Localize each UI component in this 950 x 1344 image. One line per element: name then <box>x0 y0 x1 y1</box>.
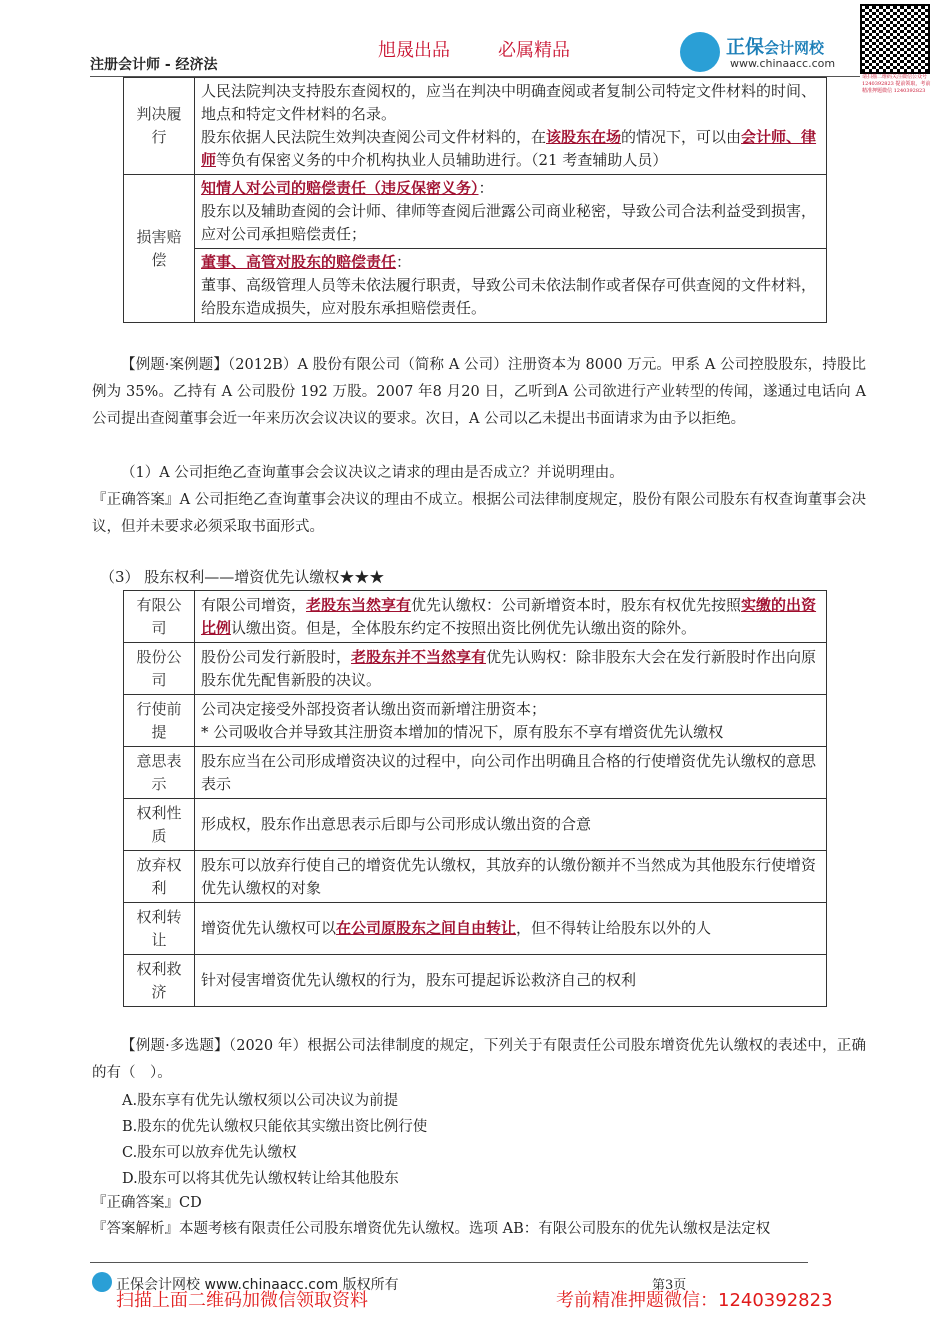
table-key: 放弃权利 <box>124 851 195 903</box>
table-key: 行使前提 <box>124 695 195 747</box>
brand-logo <box>680 26 850 74</box>
header-slogan-1: 旭晟出品 <box>378 40 450 61</box>
example-case-text: 【例题·案例题】（2012B）A 股份有限公司（简称 A 公司）注册资本为 8000 万元。甲系 A 公司控股股东，持股比例为 35%。乙持有 A 公司股份 192 万股。2007 年8 月20 日，乙听到A 公司欲进行产业转型的传闻，遂通过电话向 A 公司提出查阅董事会近一年来历次会议决议的要求。次日，A 公司以乙未提出书面请求为由予以拒绝。 <box>92 357 866 427</box>
footer-promo-right: 考前精准押题微信：1240392823 <box>556 1290 833 1311</box>
table-key: 损害赔偿 <box>124 175 195 323</box>
option-b: B.股东的优先认缴权只能依其实缴出资比例行使 <box>122 1119 428 1135</box>
table-cell: 增资优先认缴权可以在公司原股东之间自由转让，但不得转让给股东以外的人 <box>195 903 827 955</box>
table-row <box>124 799 827 851</box>
table-key: 有限公司 <box>124 591 195 643</box>
logo-url: www.chinaacc.com <box>730 57 836 70</box>
header-title: 注册会计师 - 经济法 <box>90 57 218 73</box>
header-slogan-2: 必属精品 <box>498 40 570 61</box>
footer-copyright: 正保会计网校 www.chinaacc.com 版权所有 <box>116 1277 399 1293</box>
footer-logo-icon <box>92 1272 112 1292</box>
table-key: 意思表示 <box>124 747 195 799</box>
table-preemptive-rights <box>123 590 827 1007</box>
table-cell: 股份公司发行新股时，老股东并不当然享有优先认购权：除非股东大会在发行新股时作出向原股东优先配售新股的决议。 <box>195 643 827 695</box>
table-cell: 股东可以放弃行使自己的增资优先认缴权，其放弃的认缴份额并不当然成为其他股东行使增资优先认缴权的对象 <box>195 851 827 903</box>
example-case-answer: 『正确答案』A 公司拒绝乙查询董事会决议的理由不成立。根据公司法律制度规定，股份有限公司股东有权查询董事会决议，但并未要求必须采取书面形式。 <box>92 492 866 535</box>
table-cell: 董事、高管对股东的赔偿责任： 董事、高级管理人员等未依法履行职责，导致公司未依法制作或者保存可供查阅的文件材料，给股东造成损失，应对股东承担赔偿责任。 <box>195 249 827 323</box>
cell-text: 人民法院判决支持股东查阅权的，应当在判决中明确查阅或者复制公司特定文件材料的时间、地点和特定文件材料的名录。 <box>201 82 817 123</box>
table-key: 权利性质 <box>124 799 195 851</box>
table-row <box>124 78 827 175</box>
example-multi-text: 【例题·多选题】（2020 年）根据公司法律制度的规定，下列关于有限责任公司股东增资优先认缴权的表述中，正确的有（ ）。 <box>92 1038 866 1081</box>
table-key: 权利转让 <box>124 903 195 955</box>
table-row <box>124 747 827 799</box>
table-row <box>124 955 827 1007</box>
option-c: C.股东可以放弃优先认缴权 <box>122 1145 297 1161</box>
table-row <box>124 643 827 695</box>
table-cell: 形成权，股东作出意思表示后即与公司形成认缴出资的合意 <box>195 799 827 851</box>
logo-text: 正保 <box>726 36 765 58</box>
qr-code-icon <box>860 4 930 74</box>
table-cell <box>195 78 827 175</box>
table-row <box>124 591 827 643</box>
table-rights-remedy <box>123 77 827 323</box>
table-row <box>124 249 827 323</box>
option-d: D.股东可以将其优先认缴权转让给其他股东 <box>122 1171 399 1187</box>
footer-divider <box>90 1262 808 1263</box>
example-case-question: （1）A 公司拒绝乙查询董事会会议决议之请求的理由是否成立？并说明理由。 <box>121 465 624 481</box>
table-row <box>124 695 827 747</box>
footer-promo-left: 扫描上面二维码加微信领取资料 <box>116 1290 368 1311</box>
option-a: A.股东享有优先认缴权须以公司决议为前提 <box>122 1093 399 1109</box>
logo-sub: 会计网校 <box>764 39 825 57</box>
table-row <box>124 175 827 249</box>
table-cell: 股东应当在公司形成增资决议的过程中，向公司作出明确且合格的行使增资优先认缴权的意思表示 <box>195 747 827 799</box>
table-row <box>124 851 827 903</box>
logo-icon <box>680 32 720 72</box>
table-row <box>124 903 827 955</box>
table-key: 判决履行 <box>124 78 195 175</box>
table-cell: 针对侵害增资优先认缴权的行为，股东可提起诉讼救济自己的权利 <box>195 955 827 1007</box>
section-title: （3） 股东权利——增资优先认缴权★★★ <box>100 568 385 586</box>
table-key: 股份公司 <box>124 643 195 695</box>
table-cell: 知情人对公司的赔偿责任（违反保密义务）： 股东以及辅助查阅的会计师、律师等查阅后泄露公司商业秘密，导致公司合法利益受到损害，应对公司承担赔偿责任； <box>195 175 827 249</box>
page-number: 第3页 <box>652 1278 687 1293</box>
table-cell: 公司决定接受外部投资者认缴出资而新增注册资本； * 公司吸收合并导致其注册资本增加的情况下，原有股东不享有增资优先认缴权 <box>195 695 827 747</box>
example-multi-answer: 『正确答案』CD <box>92 1195 202 1211</box>
cell-text: 股东依据人民法院生效判决查阅公司文件材料的，在该股东在场的情况下，可以由会计师、律师等负有保密义务的中介机构执业人员辅助进行。（21 考查辅助人员） <box>201 128 817 169</box>
qr-caption: 请扫描二维码关注微信公众号 1240392823 提前领取，考前精准押题微信 1240392823 <box>862 74 931 94</box>
example-multi-analysis: 『答案解析』本题考核有限责任公司股东增资优先认缴权。选项 AB：有限公司股东的优先认缴权是法定权 <box>92 1221 771 1237</box>
table-key: 权利救济 <box>124 955 195 1007</box>
table-cell: 有限公司增资，老股东当然享有优先认缴权：公司新增资本时，股东有权优先按照实缴的出资比例认缴出资。但是，全体股东约定不按照出资比例优先认缴出资的除外。 <box>195 591 827 643</box>
